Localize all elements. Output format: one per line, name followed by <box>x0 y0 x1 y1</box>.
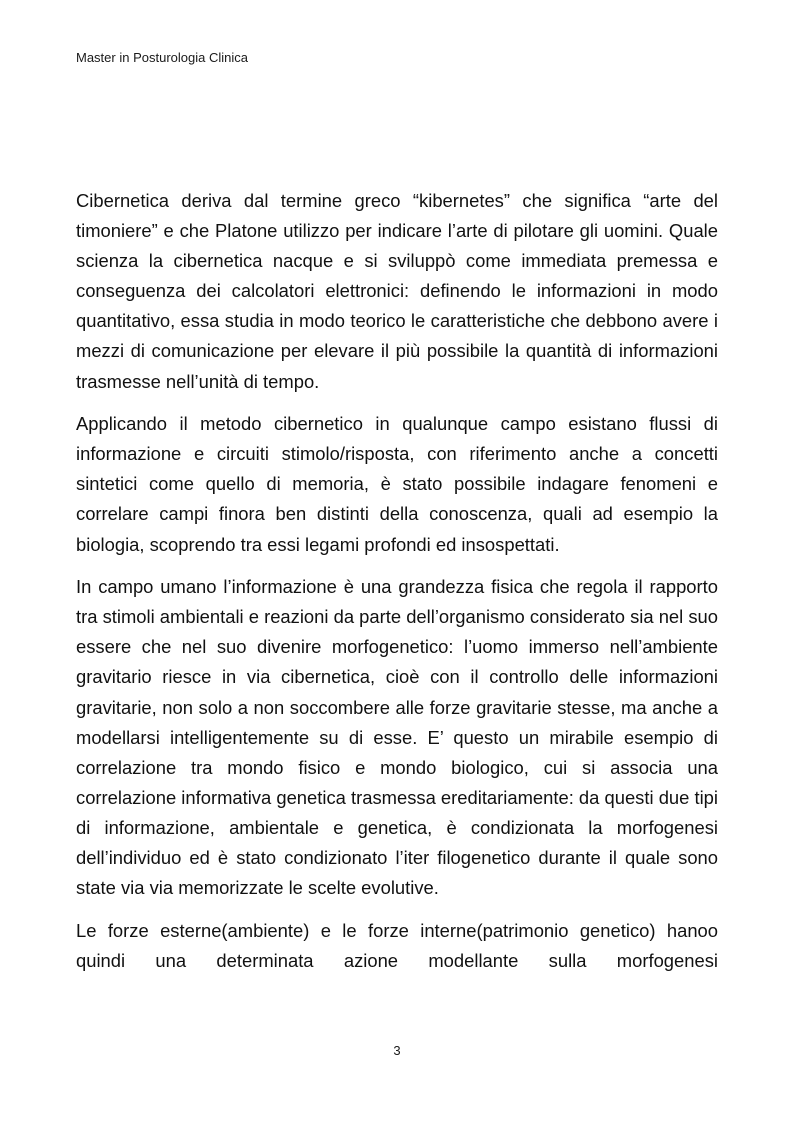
paragraph-cybernetic-method: Applicando il metodo cibernetico in qualunque campo esistano flussi di informazione e circuiti stimolo/risposta, con riferimento anche a concetti sintetici come quello di memoria, è stato possibile indagare fenomeni e correlare campi finora ben distinti della conoscenza, quali ad esempio la biologia, scoprendo tra essi legami profondi ed insospettati. <box>76 413 718 555</box>
page-header: Master in Posturologia Clinica <box>76 50 248 65</box>
page-number: 3 <box>393 1043 401 1058</box>
body-text <box>76 186 718 976</box>
paragraph-external-internal-forces: Le forze esterne(ambiente) e le forze interne(patrimonio genetico) hanoo quindi una determinata azione modellante sulla morfogenesi <box>76 919 718 971</box>
paragraph-human-information: In campo umano l’informazione è una grandezza fisica che regola il rapporto tra stimoli ambientali e reazioni da parte dell’organismo considerato sia nel suo essere che nel suo divenire morfogenetico: l’uomo immerso nell’ambiente gravitario riesce in via cibernetica, cioè con il controllo delle informazioni gravitarie, non solo a non soccombere alle forze gravitarie stesse, ma anche a modellarsi intelligentemente su di esse. E’ questo un mirabile esempio di correlazione tra mondo fisico e mondo biologico, cui si associa una correlazione informativa genetica trasmessa ereditariamente: da questi due tipi di informazione, ambientale e genetica, è condizionata la morfogenesi dell’individuo ed è stato condizionato l’iter filogenetico durante il quale sono state via via memorizzate le scelte evolutive. <box>76 576 718 899</box>
paragraph-cibernetica-definition: Cibernetica deriva dal termine greco “kibernetes” che significa “arte del timoniere” e che Platone utilizzo per indicare l’arte di pilotare gli uomini. Quale scienza la cibernetica nacque e si sviluppò come immediata premessa e conseguenza dei calcolatori elettronici: definendo le informazioni in modo quantitativo, essa studia in modo teorico le caratteristiche che debbono avere i mezzi di comunicazione per elevare il più possibile la quantità di informazioni trasmesse nell’unità di tempo. <box>76 190 718 392</box>
